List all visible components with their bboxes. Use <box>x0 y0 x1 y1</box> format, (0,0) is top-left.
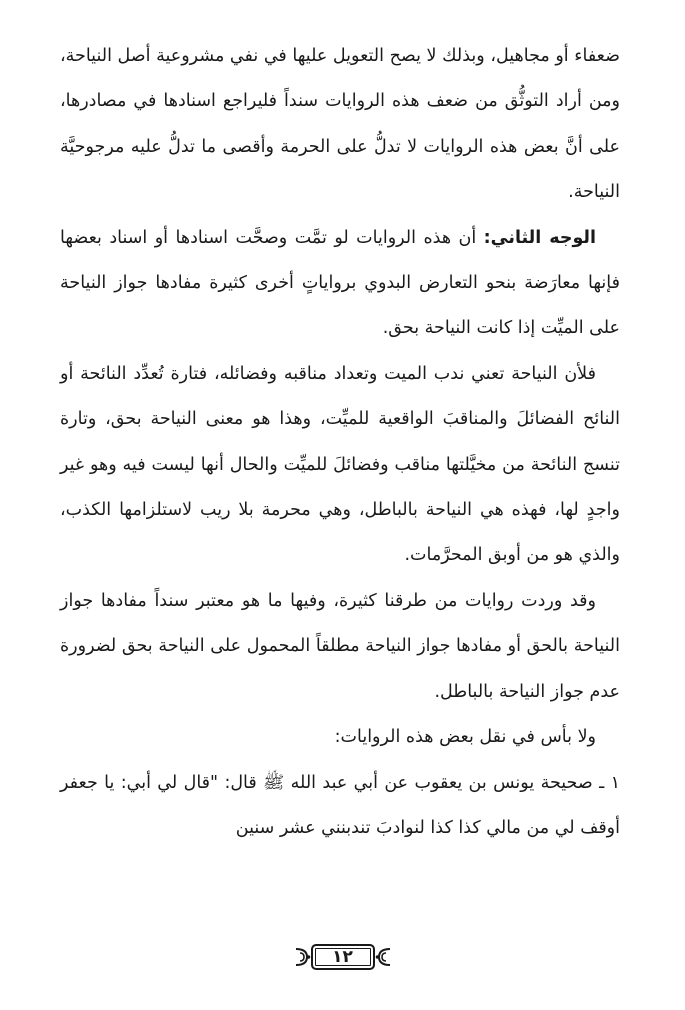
page-number-frame <box>289 943 397 971</box>
page-body <box>60 34 620 851</box>
paragraph-4 <box>60 579 620 715</box>
page-footer <box>0 940 685 974</box>
page-number: ١٢ <box>332 947 353 967</box>
paragraph-3 <box>60 352 620 579</box>
right-ornament-icon <box>295 946 311 968</box>
paragraph-1-text: ضعفاء أو مجاهيل، وبذلك لا يصح التعويل عليها في نفي مشروعية أصل النياحة، ومن أراد التوثُّق من ضعف هذه الروايات سنداً فليراجع اسنادها في مصادرها، على أنَّ بعض هذه الروايات لا تدلُّ على الحرمة وأقصى ما تدلُّ عليه مرجوحيَّة النياحة. <box>60 46 620 203</box>
paragraph-2-text: أن هذه الروايات لو تمَّت وصحَّت اسنادها أو اسناد بعضها فإنها معارَضة بنحو التعارض البدوي برواياتٍ أخرى كثيرة مفادها جواز النياحة على الميِّت إذا كانت النياحة بحق. <box>60 227 620 339</box>
paragraph-6-text: ١ ـ صحيحة يونس بن يعقوب عن أبي عبد الله ﷺ قال: "قال لي أبي: يا جعفر أوقف لي من مالي كذا كذا لنوادبَ تندبنني عشر سنين <box>60 772 620 838</box>
paragraph-3-text: فلأن النياحة تعني ندب الميت وتعداد مناقبه وفضائله، فتارة تُعدِّد النائحة أو النائح الفضائلَ والمناقبَ الواقعية للميِّت، وهذا هو معنى النياحة بحق، وتارة تنسج النائحة من مخيَّلتها مناقب وفضائلَ للميِّت والحال أنها ليست فيه وهو غير واجدٍ لها، فهذه هي النياحة بالباطل، وهي محرمة بلا ريب لاستلزامها الكذب، والذي هو من أوبق المحرَّمات. <box>60 363 620 566</box>
paragraph-2-heading: الوجه الثاني: <box>483 227 596 248</box>
paragraph-2 <box>60 216 620 352</box>
paragraph-4-text: وقد وردت روايات من طرقنا كثيرة، وفيها ما هو معتبر سنداً مفادها جواز النياحة بالحق أو مفادها جواز النياحة مطلقاً المحمول على النياحة بحق لضرورة عدم جواز النياحة بالباطل. <box>60 590 620 702</box>
paragraph-6 <box>60 761 620 852</box>
paragraph-1 <box>60 34 620 216</box>
page-number-box <box>311 944 375 970</box>
paragraph-5 <box>60 715 620 760</box>
paragraph-5-text: ولا بأس في نقل بعض هذه الروايات: <box>334 727 596 748</box>
left-ornament-icon <box>375 946 391 968</box>
